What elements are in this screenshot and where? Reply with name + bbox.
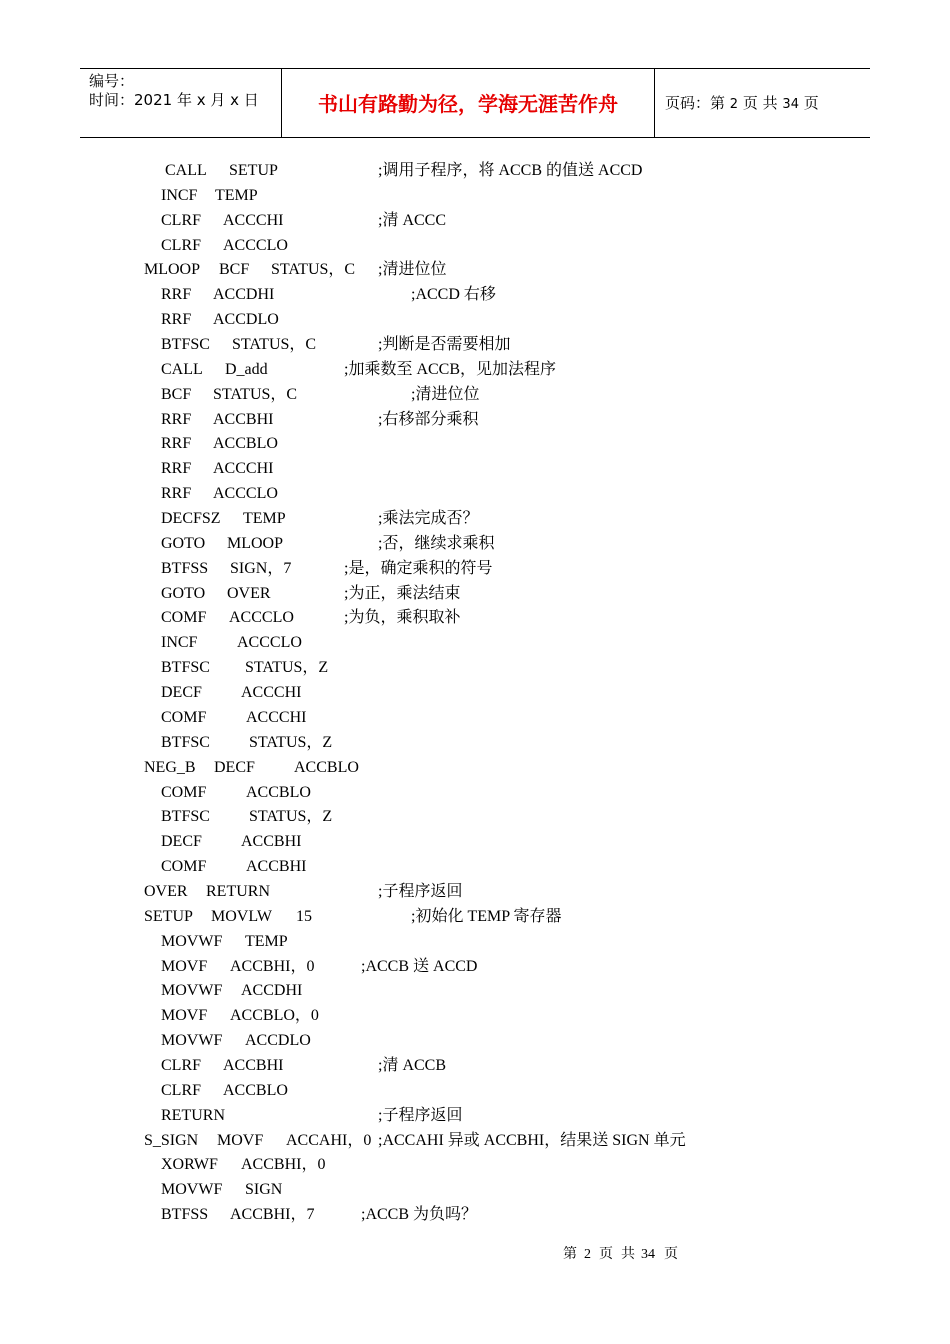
code-line xyxy=(0,682,950,704)
code-line xyxy=(0,931,950,953)
code-line xyxy=(0,657,950,679)
code-operand: ACCCLO xyxy=(237,634,302,651)
code-opcode: MOVWF xyxy=(161,982,223,999)
code-operand: ACCBHI xyxy=(246,858,307,875)
code-comment: ;否，继续求乘积 xyxy=(378,535,495,552)
code-line xyxy=(0,881,950,903)
code-operand: STATUS，C xyxy=(213,386,298,403)
code-opcode: RRF xyxy=(161,435,192,452)
code-opcode: BTFSC xyxy=(161,734,210,751)
code-line xyxy=(0,1080,950,1102)
page-total: 34 xyxy=(782,97,799,112)
code-line xyxy=(0,483,950,505)
document-date: 时间：2021 年 x 月 x 日 xyxy=(89,91,259,109)
code-operand: ACCBHI，0 xyxy=(241,1156,326,1173)
code-comment: ;ACCB 送 ACCD xyxy=(361,958,478,975)
code-opcode: CALL xyxy=(165,162,207,179)
page-suffix: 页 xyxy=(803,94,819,112)
code-opcode: MOVWF xyxy=(161,1181,223,1198)
code-comment: ;子程序返回 xyxy=(378,1107,463,1124)
code-comment: ;清 ACCB xyxy=(378,1057,447,1074)
code-opcode: GOTO xyxy=(161,585,206,602)
code-operand: TEMP xyxy=(215,187,258,204)
code-line xyxy=(0,607,950,629)
code-line xyxy=(0,334,950,356)
code-opcode: COMF xyxy=(161,609,207,626)
code-opcode: BCF xyxy=(161,386,192,403)
code-opcode: MOVF xyxy=(161,958,208,975)
code-operand: ACCBHI xyxy=(223,1057,284,1074)
page-number: 2 xyxy=(729,97,739,112)
code-comment: ;清进位位 xyxy=(378,261,447,278)
code-comment: ;子程序返回 xyxy=(378,883,463,900)
code-line xyxy=(0,806,950,828)
code-comment: ;初始化 TEMP 寄存器 xyxy=(411,908,562,925)
code-line xyxy=(0,906,950,928)
footer-word-ye-2: 页 xyxy=(664,1247,678,1262)
code-opcode: CLRF xyxy=(161,1082,202,1099)
code-opcode: RRF xyxy=(161,460,192,477)
code-opcode: BCF xyxy=(219,261,250,278)
code-line xyxy=(0,508,950,530)
code-operand: ACCCLO xyxy=(229,609,294,626)
code-line xyxy=(0,1105,950,1127)
code-operand: ACCBLO xyxy=(213,435,278,452)
code-label: OVER xyxy=(144,883,188,900)
code-opcode: MOVWF xyxy=(161,1032,223,1049)
code-line xyxy=(0,433,950,455)
code-operand: ACCCHI xyxy=(213,460,274,477)
footer-page-number: 2 xyxy=(584,1247,591,1262)
code-comment: ;为负，乘积取补 xyxy=(344,609,461,626)
code-label: NEG_B xyxy=(144,759,196,776)
code-line xyxy=(0,235,950,257)
code-comment: ;ACCD 右移 xyxy=(411,286,496,303)
code-opcode: CALL xyxy=(161,361,203,378)
code-line xyxy=(0,210,950,232)
code-comment: ;ACCAHI 异或 ACCBHI，结果送 SIGN 单元 xyxy=(378,1132,686,1149)
code-operand: STATUS，C xyxy=(271,261,356,278)
code-comment: ;清进位位 xyxy=(411,386,480,403)
code-operand: ACCBHI xyxy=(241,833,302,850)
code-line xyxy=(0,856,950,878)
code-opcode: MOVF xyxy=(161,1007,208,1024)
code-line xyxy=(0,1030,950,1052)
code-operand: ACCCLO xyxy=(213,485,278,502)
code-operand: ACCBHI，0 xyxy=(230,958,315,975)
page-prefix: 页码：第 xyxy=(665,94,726,112)
code-line xyxy=(0,732,950,754)
code-opcode: MOVLW xyxy=(211,908,273,925)
code-opcode: GOTO xyxy=(161,535,206,552)
code-operand: SIGN xyxy=(245,1181,283,1198)
code-operand: ACCCHI xyxy=(223,212,284,229)
code-line xyxy=(0,259,950,281)
code-opcode: BTFSC xyxy=(161,336,210,353)
code-operand: TEMP xyxy=(245,933,288,950)
code-opcode: DECF xyxy=(214,759,255,776)
motto: 书山有路勤为径，学海无涯苦作舟 xyxy=(318,92,618,116)
code-comment: ;ACCB 为负吗？ xyxy=(361,1206,478,1223)
code-line xyxy=(0,831,950,853)
code-operand: 15 xyxy=(296,908,312,925)
code-label: MLOOP xyxy=(144,261,201,278)
code-line xyxy=(0,284,950,306)
code-line xyxy=(0,1179,950,1201)
code-line xyxy=(0,1154,950,1176)
code-line xyxy=(0,757,950,779)
code-line xyxy=(0,309,950,331)
code-comment: ;加乘数至 ACCB，见加法程序 xyxy=(344,361,557,378)
code-operand: ACCBLO xyxy=(223,1082,288,1099)
footer-word-di: 第 xyxy=(563,1247,577,1262)
code-opcode: DECF xyxy=(161,833,202,850)
code-opcode: BTFSS xyxy=(161,560,209,577)
code-operand: ACCCLO xyxy=(223,237,288,254)
code-line xyxy=(0,409,950,431)
code-line xyxy=(0,458,950,480)
code-line xyxy=(0,1005,950,1027)
code-label: S_SIGN xyxy=(144,1132,199,1149)
code-label: SETUP xyxy=(144,908,193,925)
code-line xyxy=(0,558,950,580)
code-opcode: BTFSC xyxy=(161,659,210,676)
code-operand: ACCDHI xyxy=(241,982,303,999)
footer-word-ye: 页 xyxy=(599,1247,613,1262)
code-comment: ;清 ACCC xyxy=(378,212,447,229)
code-opcode: MOVF xyxy=(217,1132,264,1149)
code-operand: D_add xyxy=(225,361,268,378)
code-opcode: INCF xyxy=(161,187,198,204)
code-operand: TEMP xyxy=(243,510,286,527)
code-opcode: BTFSC xyxy=(161,808,210,825)
code-line xyxy=(0,782,950,804)
code-operand: STATUS，C xyxy=(232,336,317,353)
code-comment: ;乘法完成否？ xyxy=(378,510,479,527)
code-operand: OVER xyxy=(227,585,271,602)
document-code-label: 编号： xyxy=(89,72,135,90)
code-line xyxy=(0,980,950,1002)
code-opcode: XORWF xyxy=(161,1156,218,1173)
code-comment: ;调用子程序，将 ACCB 的值送 ACCD xyxy=(378,162,643,179)
code-operand: STATUS，Z xyxy=(245,659,329,676)
code-line xyxy=(0,1130,950,1152)
code-comment: ;是，确定乘积的符号 xyxy=(344,560,493,577)
code-opcode: RRF xyxy=(161,311,192,328)
page-mid: 页 共 xyxy=(742,94,778,112)
code-line xyxy=(0,1055,950,1077)
code-opcode: CLRF xyxy=(161,237,202,254)
footer-word-gong: 共 xyxy=(621,1247,635,1262)
code-operand: MLOOP xyxy=(227,535,284,552)
code-opcode: COMF xyxy=(161,709,207,726)
code-line xyxy=(0,956,950,978)
code-opcode: RRF xyxy=(161,485,192,502)
code-opcode: CLRF xyxy=(161,212,202,229)
footer-page-total: 34 xyxy=(641,1247,655,1262)
code-operand: STATUS，Z xyxy=(249,808,333,825)
code-opcode: BTFSS xyxy=(161,1206,209,1223)
code-opcode: MOVWF xyxy=(161,933,223,950)
code-opcode: DECFSZ xyxy=(161,510,221,527)
code-opcode: INCF xyxy=(161,634,198,651)
code-line xyxy=(0,632,950,654)
code-line xyxy=(0,185,950,207)
code-operand: ACCBLO xyxy=(294,759,359,776)
code-opcode: DECF xyxy=(161,684,202,701)
code-operand: ACCDLO xyxy=(245,1032,311,1049)
code-operand: ACCCHI xyxy=(241,684,302,701)
code-operand: ACCBLO，0 xyxy=(230,1007,319,1024)
code-operand: ACCBHI xyxy=(213,411,274,428)
code-line xyxy=(0,384,950,406)
code-comment: ;为正，乘法结束 xyxy=(344,585,461,602)
code-operand: ACCBHI，7 xyxy=(230,1206,315,1223)
code-operand: ACCDLO xyxy=(213,311,279,328)
code-line xyxy=(0,583,950,605)
code-opcode: COMF xyxy=(161,858,207,875)
code-operand: ACCCHI xyxy=(246,709,307,726)
code-opcode: COMF xyxy=(161,784,207,801)
code-opcode: RETURN xyxy=(206,883,270,900)
code-comment: ;右移部分乘积 xyxy=(378,411,479,428)
code-operand: ACCBLO xyxy=(246,784,311,801)
code-opcode: RRF xyxy=(161,286,192,303)
code-comment: ;判断是否需要相加 xyxy=(378,336,511,353)
code-operand: SIGN，7 xyxy=(230,560,292,577)
code-line xyxy=(0,359,950,381)
code-opcode: RRF xyxy=(161,411,192,428)
code-opcode: RETURN xyxy=(161,1107,225,1124)
code-line xyxy=(0,533,950,555)
code-opcode: CLRF xyxy=(161,1057,202,1074)
code-operand: STATUS，Z xyxy=(249,734,333,751)
code-line xyxy=(0,160,950,182)
code-operand: ACCAHI，0 xyxy=(286,1132,372,1149)
code-operand: ACCDHI xyxy=(213,286,275,303)
code-operand: SETUP xyxy=(229,162,278,179)
code-line xyxy=(0,1204,950,1226)
code-line xyxy=(0,707,950,729)
